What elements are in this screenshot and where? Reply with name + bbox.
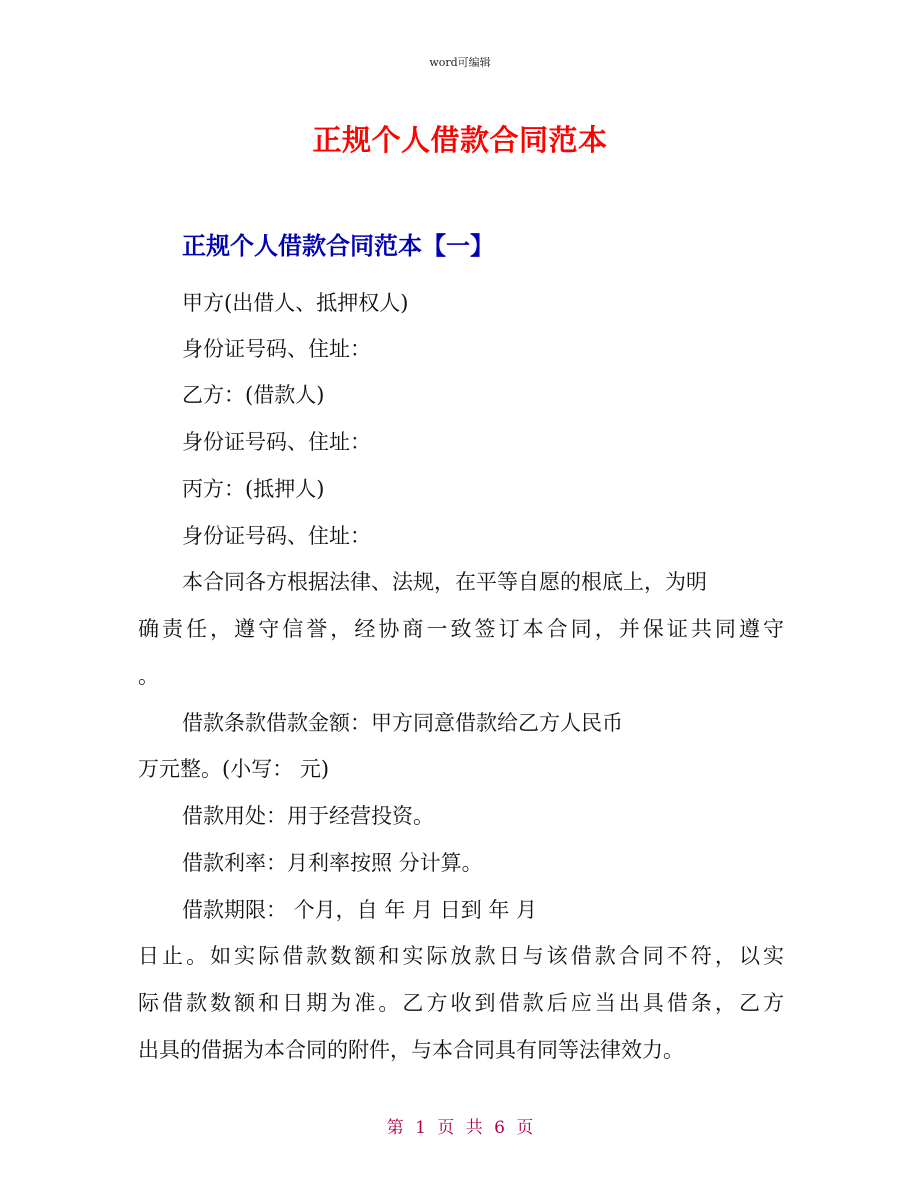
paragraph-line: 确责任，遵守信誉，经协商一致签订本合同，并保证共同遵守 bbox=[138, 617, 784, 641]
paragraph-line: 出具的借据为本合同的附件，与本合同具有同等法律效力。 bbox=[138, 1038, 684, 1062]
paragraph-line: 借款条款借款金额：甲方同意借款给乙方人民币 bbox=[182, 711, 623, 735]
paragraph-line: 借款利率：月利率按照 分计算。 bbox=[182, 851, 483, 875]
header-note: word可编辑 bbox=[429, 56, 491, 69]
party-b-line: 乙方：(借款人) bbox=[182, 383, 325, 407]
paragraph-line: 。 bbox=[138, 664, 159, 688]
party-c-id-line: 身份证号码、住址： bbox=[182, 524, 371, 548]
paragraph-line: 万元整。(小写： 元) bbox=[138, 757, 330, 781]
paragraph-line: 借款期限： 个月，自 年 月 日到 年 月 bbox=[182, 898, 538, 922]
page-footer: 第 1 页 共 6 页 bbox=[386, 1118, 534, 1138]
section-title: 正规个人借款合同范本【一】 bbox=[182, 232, 494, 260]
party-a-id-line: 身份证号码、住址： bbox=[182, 337, 371, 361]
paragraph-line: 际借款数额和日期为准。乙方收到借款后应当出具借条，乙方 bbox=[138, 991, 784, 1015]
party-c-line: 丙方：(抵押人) bbox=[182, 477, 325, 501]
party-b-id-line: 身份证号码、住址： bbox=[182, 430, 371, 454]
paragraph-line: 本合同各方根据法律、法规，在平等自愿的根底上，为明 bbox=[182, 570, 707, 594]
party-a-line: 甲方(出借人、抵押权人) bbox=[182, 291, 409, 315]
page-title: 正规个人借款合同范本 bbox=[312, 123, 608, 157]
paragraph-line: 借款用处：用于经营投资。 bbox=[182, 804, 434, 828]
paragraph-line: 日止。如实际借款数额和实际放款日与该借款合同不符，以实 bbox=[138, 944, 784, 968]
